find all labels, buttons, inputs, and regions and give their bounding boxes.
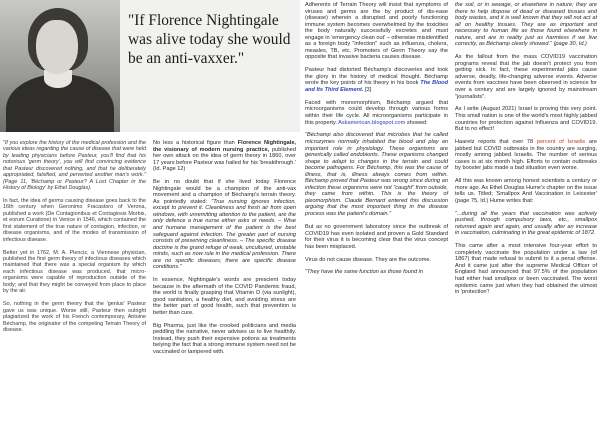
- paragraph: "If you explore the history of the medical profession and the various ideas regarding the cause of disease that were held by leading physicians before Pasteur, you'll find that his notorious 'germ theory', you will find convincing evidence that Pasteur discovered nothing, and that he deliberately appropriated, falsified, and perverted another man's work." (Page 11, 'Béchamp or Pasteur? A Lost Chapter in the History of Biology' by Ethel Douglas).: [3, 140, 146, 192]
- text-span: Be in no doubt that if she lived today Florence Nightingale would be a champion of the anti-vax movement and a champion of Béchamp's terrain theory. As pointedly stated:: [153, 179, 296, 205]
- nightingale-quote: "True nursing ignores infection, except to prevent it. Cleanliness and fresh air from open windows, with unremitting attention to the patient, are the only defence a true nurse either asks or needs. – Wise and humane management of the patient is the best safeguard against infection. The greater part of nursing consists of preserving cleanliness. – The specific disease doctrine is the grand refuge of weak, uncultured, unstable minds, such as now rule in the medical profession. There are no specific diseases; there are specific disease conditions.": [153, 198, 296, 271]
- text-span: Pasteur had distorted Béchamp's discoveries and took the glory in the history of medical thought. Béchamp wrote the key points of his theory in his book: [305, 67, 448, 87]
- column-4: [455, 2, 597, 302]
- bold-text: Florence Nightingale, the visionary of modern nursing practice,: [153, 140, 296, 153]
- paragraph: [153, 179, 296, 271]
- quote-banner: [0, 0, 300, 132]
- paragraph: [305, 67, 448, 93]
- paragraph: "They have the same function as those found in: [305, 269, 423, 276]
- paragraph: But as no government laboratory since the outbreak of COVID19 has even isolated and proven a Gold Standard for their virus it is becoming clear that the virus concept has been misplaced.: [305, 223, 448, 250]
- text-span: are jabbed but COVID outbreaks in the country are surging, mostly among jabbed Israelis. The number of serious cases is at six month high. Efforts to contain outbreaks by booster jabs made a bad situation even worse.: [455, 139, 597, 172]
- paragraph: Big Pharma, just like the crooked politicians and media peddling the narrative, never advises us to live healthily. Instead, they push their expensive potions as treatments belying the fact that a strong immune system need not be vaccinated or tampered with.: [153, 322, 296, 356]
- paragraph: So, nothing in the germ theory that the 'genius' Pasteur gave us was unique. Worse still, Pasteur then outright plagiarized the work of his French contemporary, Antoine Béchamp, the originator of the competing Terrain Theory of disease.: [3, 301, 146, 333]
- paragraph: This came after a most intensive four-year effort to completely vaccinate the population under a law (of 1867) that made refusal to submit to it a penal offense. And it came just after the supreme Medical Officer of England had announced that 97.5% of the population had either had smallpox or been vaccinated. The worst epidemic came just when they had obtained the utmost in 'protection'!: [455, 243, 597, 296]
- paragraph: Better yet in 1762, M. A. Plenciz, a Viennese physician, published the first germ theory of infectious diseases which maintained that there was a special organism by which each infectious disease was produced, that micro-organisms were capable of reproduction outside of the body; and that they might be conveyed from place to place by the air.: [3, 249, 146, 295]
- source-link[interactable]: Askamerican.blogspot.com: [338, 119, 406, 126]
- column-2: [153, 140, 296, 362]
- paragraph: As the fallout from the mass COVID19 vaccination programs reveal that the jab doesn't protect you from getting sick. In fact, these experimental jabs cause adverse, deadly, life-changing adverse events. Adverse events from vaccines have been observed in science for over a century and are largely ignored by mainstream "journalists".: [455, 54, 597, 100]
- israel-link[interactable]: percent of Israelis: [536, 139, 586, 146]
- paragraph: [305, 100, 448, 126]
- paragraph: Virus do not cause disease. They are the outcome.: [305, 256, 432, 263]
- book-link[interactable]: The Blood and Its Third Element.: [305, 80, 449, 93]
- paragraph: Adherents of Terrain Theory will insist that symptoms of viruses and germs are the by product of dis-ease (disease) wherein a disrupted and poorly functioning immune system becomes overwhelmed by the toxicities the body naturally successfully excretes and must engage in 'emergency clean out' – otherwise misidentified as a foreign body "infection" such as influenza, cholera, measles, TB, etc. Promoters of Germ Theory say the opposite that invasive bacteria causes disease.: [305, 2, 448, 61]
- paragraph: [455, 139, 597, 172]
- paragraph: "...during all the years that vaccination was actively pushed, through compulsory laws, etc., smallpox returned again and again, and usually after an increase in vaccination, culminating in the great epidemic of 1872.: [455, 210, 597, 237]
- text-span: [3]: [363, 86, 372, 93]
- paragraph: the soil, or in sewage, or elsewhere in nature; they are there to help dispose of dead or diseased tissues and body wastes, and it is well known that they will not act at all on healthy tissues. They are as important and necessary to human life as those found elsewhere in nature, and are in reality just as harmless if we live correctly, as Béchamp clearly showed." (page 30, Id.): [455, 2, 597, 48]
- paragraph: "Béchamp also discovered that microbes that he called microzymes normally inhabited the blood and play an important role in physiology. These organisms are generically called endobionts. These organisms changed shape to adapt to changes in the terrain and could become pathogens. For Béchamp, this was the cause of illness, that is, illness always comes from within. Béchamp proved that Pasteur was wrong since during an infection these organisms were not "caught" from outside, they came from within. This is the theory of pleomorphism. Claude Bernard entered this discussion arguing that the most important thing in the disease process was the patient's domain.": [305, 132, 448, 218]
- text-span: published her own attack on the idea of germ theory in 1860, over 17 years before Pasteur was hailed for his 'breakthrough.' (Id. Page 12): [153, 146, 296, 173]
- text-span: showed:: [405, 119, 428, 126]
- paragraph: As I write (August 2021) Israel is proving this very point. This small nation is one of the world's most highly jabbed countries for protection against Influenza and COVID19. But to no effect!: [455, 106, 597, 133]
- paragraph: In fact, the idea of germs causing disease goes back to the 16th century when Geronimo Fracastoro of Verona, published a work (De Contagionibus et Contagiosis Morbis, et eorum Curatione) in Venice in 1546, which contained the first statement of the true nature of contagion, infection, or disease organisms, and of the modes of transmission of infectious disease.: [3, 198, 146, 243]
- paragraph: All this was known among honest scientists a century or more ago. As Ethel Douglas Hume's chapter on the issue tells us. Titled; 'Smallpox And Vaccination in Leicester' (page 75, Id.) Hume writes that:: [455, 178, 597, 204]
- column-3: [305, 2, 448, 282]
- banner-quote: "If Florence Nightingale was alive today she would be an anti-vaxxer.": [128, 12, 291, 67]
- florence-nightingale-portrait: [0, 0, 120, 132]
- column-1: [3, 140, 146, 340]
- text-span: No less a historical figure than: [153, 140, 238, 146]
- paragraph: In essence, Nightingale's words are prescient today because in the aftermath of the COVID Pandemic fraud, the world is finally grasping that Vitamin D (via sunlight), good sanitation, a healthy diet, and avoiding stress are the better part of good health, such that prevention is better than cure.: [153, 277, 296, 316]
- text-span: Faced with monomorphism, Béchamp argued that microorganisms could develop through various forms within their life cycle. All microorganisms participate in this property.: [305, 99, 448, 126]
- paragraph: [153, 140, 296, 173]
- text-span: Haaretz reports that over 78: [455, 139, 537, 146]
